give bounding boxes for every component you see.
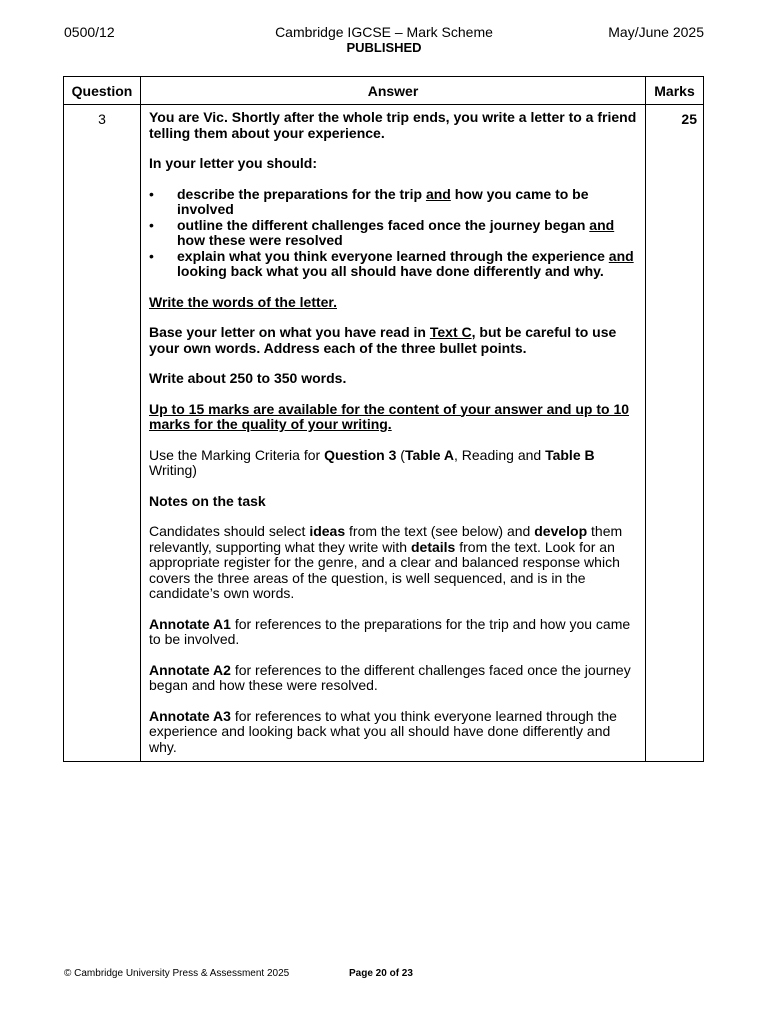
candidates-note: Candidates should select ideas from the text (see below) and develop them relevantly, supporting what they write with details from the text. Look for an appropriate register for the genre, and a clear and balanced response which covers the three areas of the question, is well sequenced, and is in the candidate’s own words. <box>149 523 623 601</box>
bullet-icon: • <box>149 247 154 264</box>
question-number: 3 <box>64 105 141 762</box>
syllabus-code: 0500/12 <box>64 24 115 40</box>
marks-allocation-note: Up to 15 marks are available for the content of your answer and up to 10 marks for the quality of your writing. <box>149 400 630 432</box>
table-row <box>64 105 704 762</box>
letter-intro: In your letter you should: <box>149 155 318 171</box>
answer-column-header: Answer <box>141 77 646 105</box>
question-column-header: Question <box>64 77 141 105</box>
task-prompt: You are Vic. Shortly after the whole trip ends, you write a letter to a friend telling them about your experience. <box>149 109 637 141</box>
mark-scheme-table <box>63 76 704 762</box>
annotate-a1-note: Annotate A1 for references to the preparations for the trip and how you came to be involved. <box>149 615 631 647</box>
marks-column-header: Marks <box>646 77 704 105</box>
list-item: • outline the different challenges faced once the journey began and how these were resolved <box>149 216 615 248</box>
bullet-icon: • <box>149 185 154 202</box>
word-count-instruction: Write about 250 to 350 words. <box>149 370 347 386</box>
answer-cell <box>141 105 646 762</box>
copyright-notice: © Cambridge University Press & Assessment 2025 <box>64 968 290 979</box>
list-item: • explain what you think everyone learned through the experience and looking back what you all should have done differently and why. <box>149 247 634 279</box>
page-number: Page 20 of 23 <box>349 968 413 979</box>
list-item: • describe the preparations for the trip and how you came to be involved <box>149 185 589 217</box>
annotate-a3-note: Annotate A3 for references to what you think everyone learned through the experience and looking back what you all should have done differently and why. <box>149 707 617 755</box>
marking-criteria-note: Use the Marking Criteria for Question 3 (Table A, Reading and Table B Writing) <box>149 446 595 478</box>
exam-session: May/June 2025 <box>608 24 704 40</box>
marks-value: 25 <box>646 105 704 762</box>
status-label: PUBLISHED <box>346 40 422 55</box>
table-header-row <box>64 77 704 105</box>
bullet-icon: • <box>149 216 154 233</box>
annotate-a2-note: Annotate A2 for references to the different challenges faced once the journey began and how these were resolved. <box>149 661 631 693</box>
page-header <box>64 24 704 58</box>
write-words-instruction: Write the words of the letter. <box>149 293 337 310</box>
bullet-list <box>149 187 637 280</box>
base-instruction: Base your letter on what you have read in Text C, but be careful to use your own words. Address each of the three bullet points. <box>149 324 617 356</box>
notes-heading: Notes on the task <box>149 492 266 509</box>
text-c-reference: Text C <box>429 324 472 340</box>
document-title: Cambridge IGCSE – Mark Scheme <box>275 24 493 40</box>
